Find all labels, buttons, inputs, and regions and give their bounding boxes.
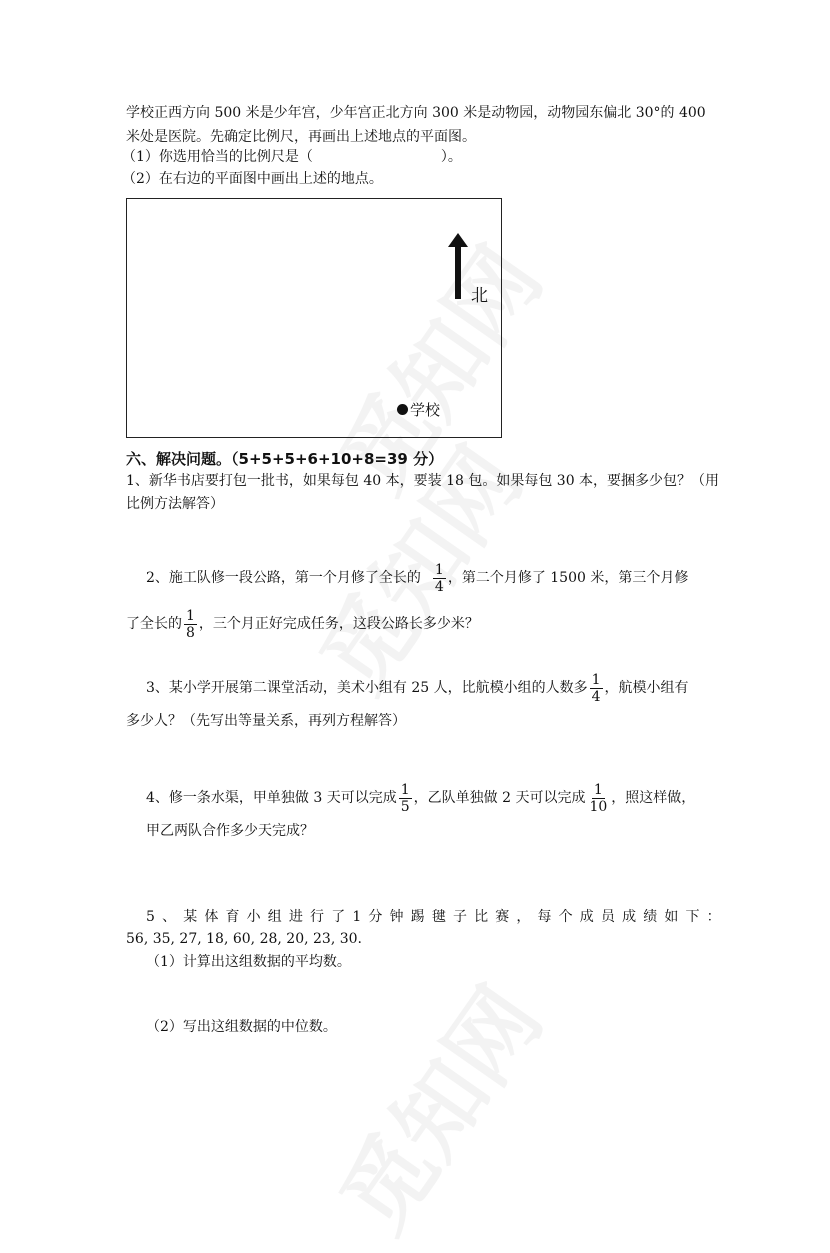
problem-2-line2 — [126, 604, 479, 644]
p5-char: 进 — [288, 909, 303, 925]
school-dot-icon — [397, 404, 408, 415]
p5-char: 5 — [146, 909, 155, 925]
problem-5-line1 — [146, 908, 721, 926]
p5-char: 组 — [267, 909, 282, 925]
plan-map-box[interactable] — [126, 198, 502, 438]
p5-char: 行 — [310, 909, 325, 925]
p2-text-2: ，第二个月修了 1500 米，第三个月修 — [447, 570, 689, 586]
problem-5-q2: （2）写出这组数据的中位数。 — [146, 1019, 337, 1035]
p5-char: 绩 — [643, 909, 658, 925]
p5-char: 某 — [183, 909, 198, 925]
fraction-one-fifth: $\frac{1}{5}$ — [400, 781, 410, 815]
p5-char: 员 — [600, 909, 615, 925]
p5-char: 子 — [452, 909, 467, 925]
p5-char: 个 — [558, 909, 573, 925]
fraction-one-tenth: $\frac{1}{10}$ — [589, 781, 608, 815]
p5-char: 比 — [474, 909, 489, 925]
problem-3-line1 — [146, 668, 689, 708]
problem-4-line2: 甲乙两队合作多少天完成？ — [146, 823, 314, 839]
p5-char: ： — [706, 909, 721, 925]
p3-text-2: ，航模小组有 — [604, 680, 689, 696]
p5-char: 每 — [537, 909, 552, 925]
fraction-one-eighth: $\frac{1}{8}$ — [186, 607, 195, 641]
problem-4-line1 — [146, 778, 695, 818]
map-question-intro-line1: 学校正西方向 500 米是少年宫，少年宫正北方向 300 米是动物园，动物园东偏北 30°的 400 — [126, 105, 706, 121]
watermark — [304, 957, 565, 1253]
problem-1-line1: 1、新华书店要打包一批书，如果每包 40 本，要装 18 包。如果每包 30 本，要捆多少包？（用 — [126, 473, 720, 489]
problem-2-line1 — [146, 558, 688, 598]
p5-char: 下 — [685, 909, 700, 925]
map-question-q1 — [122, 148, 462, 166]
p2-text-4: ，三个月正好完成任务，这段公路长多少米？ — [198, 616, 479, 632]
map-question-intro-line2: 米处是医院。先确定比例尺，再画出上述地点的平面图。 — [126, 129, 476, 145]
p5-char: 、 — [162, 909, 177, 925]
problem-1-line2: 比例方法解答） — [126, 496, 224, 512]
p5-char: 钟 — [389, 909, 404, 925]
p5-char: 成 — [622, 909, 637, 925]
p5-char: 体 — [204, 909, 219, 925]
school-label: 学校 — [410, 401, 441, 419]
p5-char: 成 — [579, 909, 594, 925]
map-question-q2: （2）在右边的平面图中画出上述的地点。 — [122, 171, 383, 187]
fraction-one-quarter: $\frac{1}{4}$ — [434, 561, 444, 595]
p5-char: ， — [516, 909, 531, 925]
problem-5-q1: （1）计算出这组数据的平均数。 — [146, 954, 351, 970]
p5-char: 踢 — [410, 909, 425, 925]
fraction-one-quarter: $\frac{1}{4}$ — [591, 671, 601, 705]
problem-5-data: 56, 35, 27, 18, 60, 28, 20, 23, 30. — [126, 931, 362, 947]
q1-text-start: （1）你选用恰当的比例尺是（ — [122, 149, 313, 165]
p3-text-1: 3、某小学开展第二课堂活动，美术小组有 25 人，比航模小组的人数多 — [146, 680, 588, 696]
p2-text-3: 了全长的 — [126, 616, 182, 632]
p5-char: 育 — [225, 909, 240, 925]
section-title: 六、解决问题。（5+5+5+6+10+8=39 分） — [126, 450, 444, 468]
p5-char: 了 — [331, 909, 346, 925]
p5-char: 赛 — [495, 909, 510, 925]
problem-3-line2: 多少人？（先写出等量关系，再列方程解答） — [126, 713, 406, 729]
p4-text-3: ，照这样做， — [611, 790, 696, 806]
p5-char: 小 — [246, 909, 261, 925]
p5-char: 1 — [352, 909, 362, 925]
p4-text-1: 4、修一条水渠，甲单独做 3 天可以完成 — [146, 790, 397, 806]
p5-char: 毽 — [431, 909, 446, 925]
north-arrow-icon — [455, 243, 461, 299]
p2-text-1: 2、施工队修一段公路，第一个月修了全长的 — [146, 570, 421, 586]
q1-text-end: ）。 — [440, 149, 462, 165]
north-label: 北 — [471, 286, 488, 306]
p5-char: 分 — [368, 909, 383, 925]
p5-char: 如 — [664, 909, 679, 925]
p4-text-2: ，乙队单独做 2 天可以完成 — [413, 790, 586, 806]
